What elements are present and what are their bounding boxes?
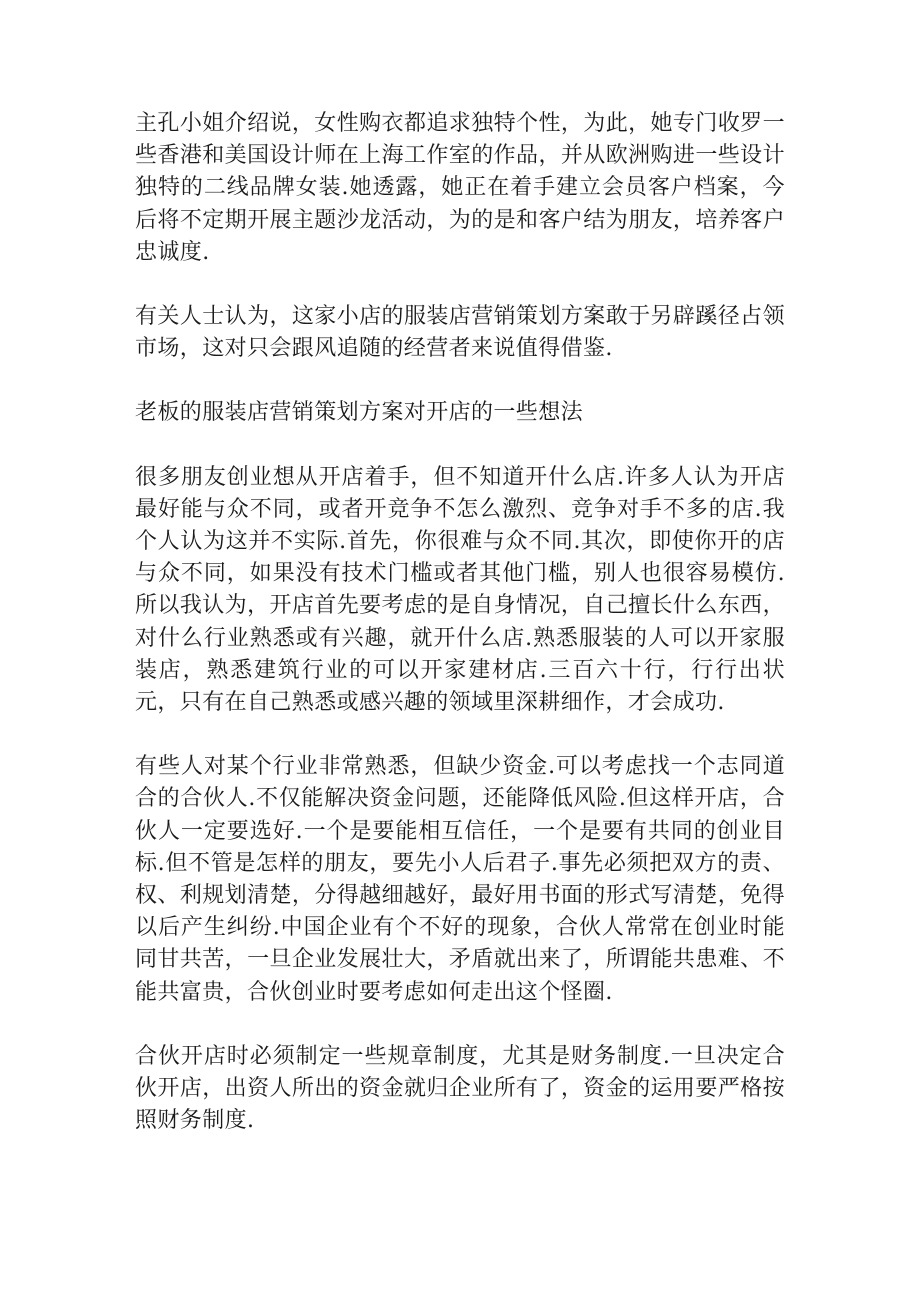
section-heading: 老板的服装店营销策划方案对开店的一些想法: [135, 400, 584, 426]
paragraph-expert-opinion: 有关人士认为，这家小店的服装店营销策划方案敢于另辟蹊径占领市场，这对只会跟风追随的经营者来说值得借鉴.: [135, 304, 785, 362]
paragraph-partner: 有些人对某个行业非常熟悉，但缺少资金.可以考虑找一个志同道合的合伙人.不仅能解决资金问题，还能降低风险.但这样开店，合伙人一定要选好.一个是要能相互信任，一个是要有共同的创业目标.但不管是怎样的朋友，要先小人后君子.事先必须把双方的责、权、利规划清楚，分得越细越好，最好用书面的形式写清楚，免得以后产生纠纷.中国企业有个不好的现象，合伙人常常在创业时能同甘共苦，一旦企业发展壮大，矛盾就出来了，所谓能共患难、不能共富贵，合伙创业时要考虑如何走出这个怪圈.: [135, 754, 785, 1005]
paragraph-finance-rules: 合伙开店时必须制定一些规章制度，尤其是财务制度.一旦决定合伙开店，出资人所出的资金就归企业所有了，资金的运用要严格按照财务制度.: [135, 1043, 785, 1134]
paragraph-intro: 主孔小姐介绍说，女性购衣都追求独特个性，为此，她专门收罗一些香港和美国设计师在上海工作室的作品，并从欧洲购进一些设计独特的二线品牌女装.她透露，她正在着手建立会员客户档案，今后将不定期开展主题沙龙活动，为的是和客户结为朋友，培养客户忠诚度.: [135, 111, 785, 265]
document-page: [135, 108, 785, 1169]
paragraph-choose-store: 很多朋友创业想从开店着手，但不知道开什么店.许多人认为开店最好能与众不同，或者开竞争不怎么激烈、竞争对手不多的店.我个人认为这并不实际.首先，你很难与众不同.其次，即使你开的店与众不同，如果没有技术门槛或者其他门槛，别人也很容易模仿.所以我认为，开店首先要考虑的是自身情况，自己擅长什么东西，对什么行业熟悉或有兴趣，就开什么店.熟悉服装的人可以开家服装店，熟悉建筑行业的可以开家建材店.三百六十行，行行出状元，只有在自己熟悉或感兴趣的领域里深耕细作，才会成功.: [135, 464, 785, 716]
